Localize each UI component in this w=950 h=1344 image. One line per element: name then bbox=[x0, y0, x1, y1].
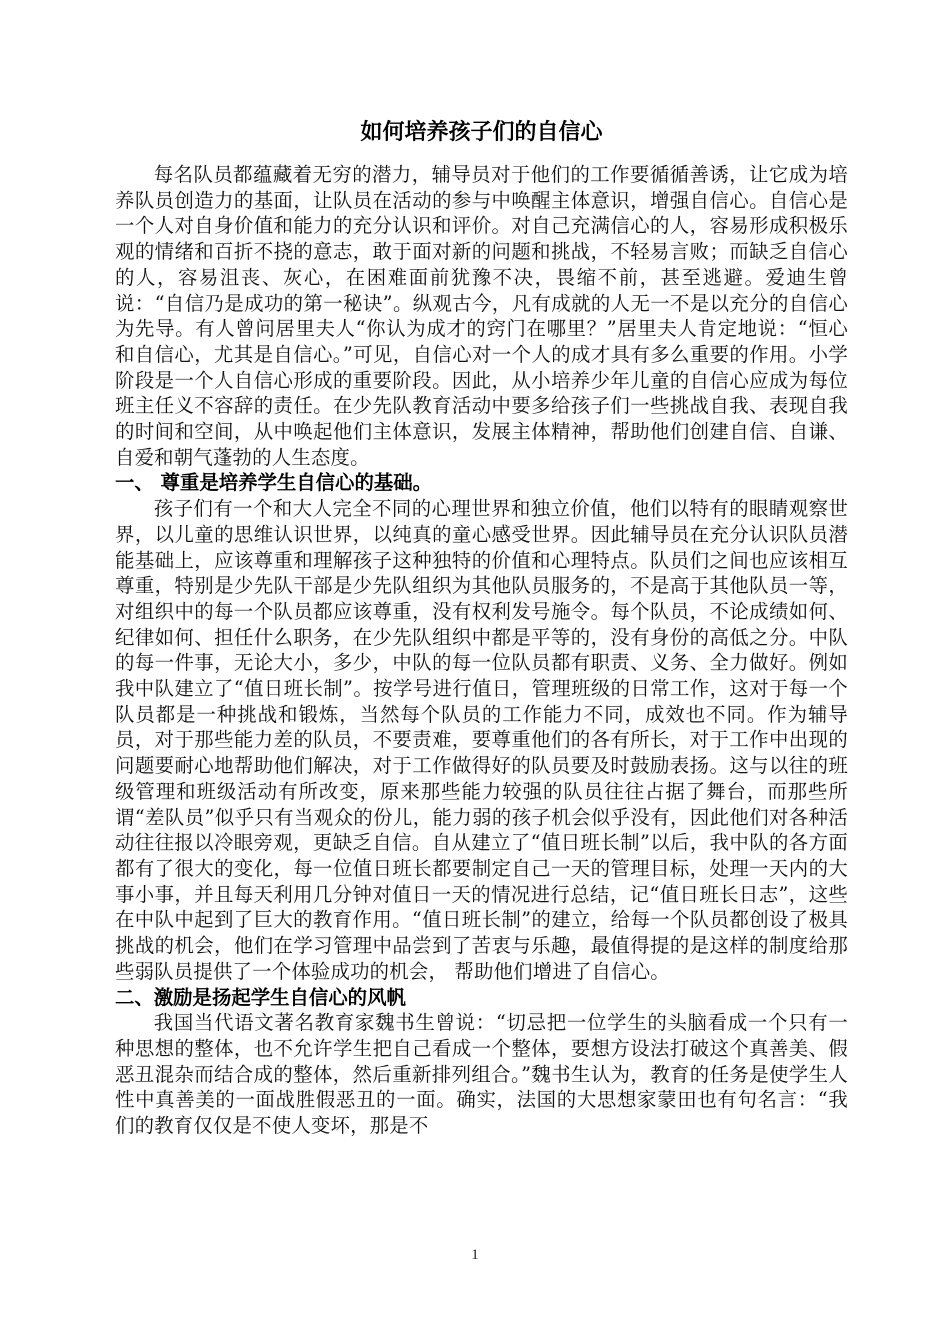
document-body bbox=[115, 118, 848, 1139]
section-2-paragraph: 我国当代语文著名教育家魏书生曾说：“切忌把一位学生的头脑看成一个只有一种思想的整体，也不允许学生把自己看成一个整体，要想方设法打破这个真善美、假恶丑混杂而结合成的整体，然后重新排列组合。”魏书生认为，教育的任务是使学生人性中真善美的一面战胜假恶丑的一面。确实，法国的大思想家蒙田也有句名言：“我们的教育仅仅是不使人变坏，那是不 bbox=[115, 1011, 848, 1138]
section-1-paragraph: 孩子们有一个和大人完全不同的心理世界和独立价值，他们以特有的眼睛观察世界，以儿童的思维认识世界，以纯真的童心感受世界。因此辅导员在充分认识队员潜能基础上，应该尊重和理解孩子这种独特的价值和心理特点。队员们之间也应该相互尊重，特别是少先队干部是少先队组织为其他队员服务的，不是高于其他队员一等，对组织中的每一个队员都应该尊重，没有权利发号施令。每个队员，不论成绩如何、纪律如何、担任什么职务，在少先队组织中都是平等的，没有身份的高低之分。中队的每一件事，无论大小，多少，中队的每一位队员都有职责、义务、全力做好。例如我中队建立了“值日班长制”。按学号进行值日，管理班级的日常工作，这对于每一个队员都是一种挑战和锻炼，当然每个队员的工作能力不同，成效也不同。作为辅导员，对于那些能力差的队员，不要责难，要尊重他们的各有所长，对于工作中出现的问题要耐心地帮助他们解决，对于工作做得好的队员要及时鼓励表扬。这与以往的班级管理和班级活动有所改变，原来那些能力较强的队员往往占据了舞台，而那些所谓“差队员”似乎只有当观众的份儿，能力弱的孩子机会似乎没有，因此他们对各种活动往往报以冷眼旁观，更缺乏自信。自从建立了“值日班长制”以后，我中队的各方面都有了很大的变化，每一位值日班长都要制定自己一天的管理目标，处理一天内的大事小事，并且每天利用几分钟对值日一天的情况进行总结，记“值日班长日志”，这些在中队中起到了巨大的教育作用。“值日班长制”的建立，给每一个队员都创设了极具挑战的机会，他们在学习管理中品尝到了苦衷与乐趣，最值得提的是这样的制度给那些弱队员提供了一个体验成功的机会， 帮助他们增进了自信心。 bbox=[115, 497, 848, 983]
section-heading-1: 一、 尊重是培养学生自信心的基础。 bbox=[115, 471, 432, 495]
intro-paragraph: 每名队员都蕴藏着无穷的潜力，辅导员对于他们的工作要循循善诱，让它成为培养队员创造力的基面，让队员在活动的参与中唤醒主体意识，增强自信心。自信心是一个人对自身价值和能力的充分认识和评价。对自己充满信心的人，容易形成积极乐观的情绪和百折不挠的意志，敢于面对新的问题和挑战，不轻易言败；而缺乏自信心的人，容易沮丧、灰心，在困难面前犹豫不决，畏缩不前，甚至逃避。爱迪生曾说：“自信乃是成功的第一秘诀”。纵观古今，凡有成就的人无一不是以充分的自信心为先导。有人曾问居里夫人“你认为成才的窍门在哪里？”居里夫人肯定地说：“恒心和自信心，尤其是自信心。”可见，自信心对一个人的成才具有多么重要的作用。小学阶段是一个人自信心形成的重要阶段。因此，从小培养少年儿童的自信心应成为每位班主任义不容辞的责任。在少先队教育活动中要多给孩子们一些挑战自我、表现自我的时间和空间，从中唤起他们主体意识，发展主体精神，帮助他们创建自信、自谦、自爱和朝气蓬勃的人生态度。 bbox=[115, 163, 848, 469]
section-heading-2: 二、激励是扬起学生自信心的风帆 bbox=[115, 985, 406, 1009]
page-number: 1 bbox=[471, 1247, 479, 1263]
document-title: 如何培养孩子们的自信心 bbox=[360, 120, 603, 145]
